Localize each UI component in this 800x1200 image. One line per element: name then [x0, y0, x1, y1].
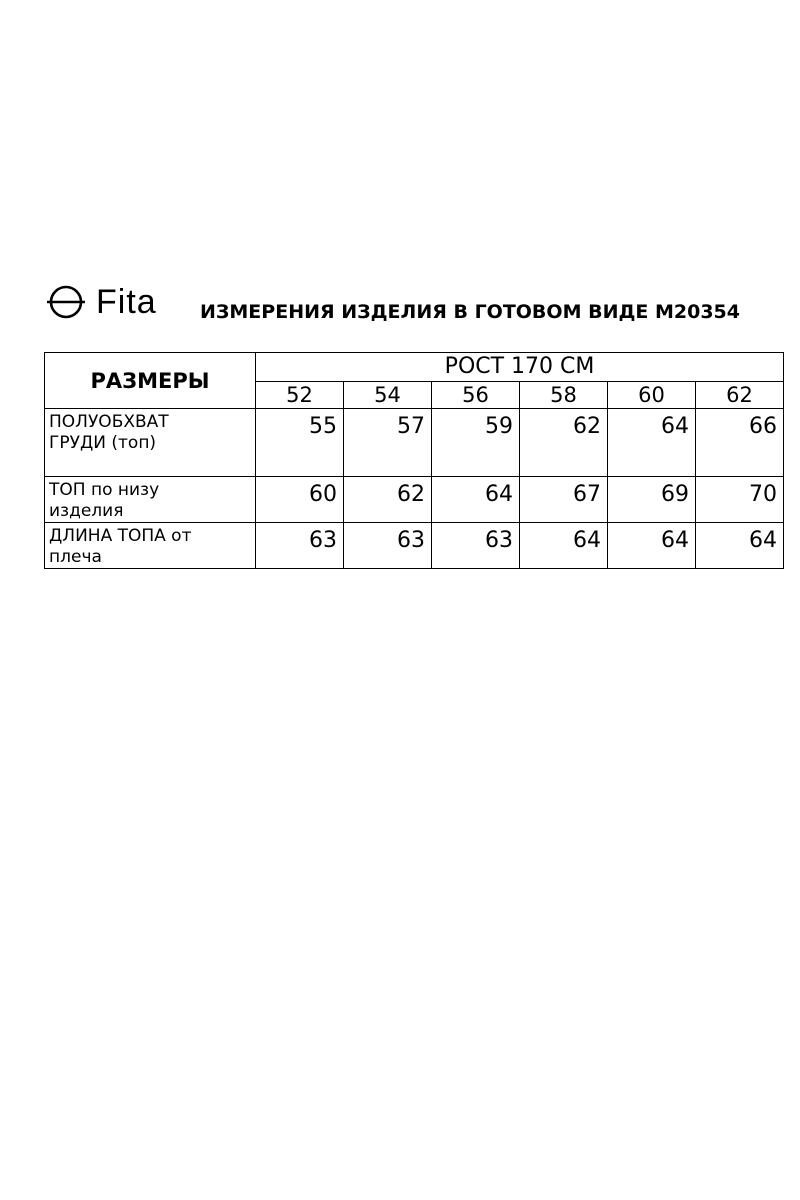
- size-column-header: 56: [432, 382, 520, 409]
- height-header: РОСТ 170 СМ: [256, 353, 784, 382]
- measurement-cell: 59: [432, 409, 520, 477]
- table-row: [45, 477, 784, 523]
- measurement-cell: 64: [608, 409, 696, 477]
- measurement-cell: 66: [696, 409, 784, 477]
- size-column-header: 60: [608, 382, 696, 409]
- measurement-cell: 69: [608, 477, 696, 523]
- measurement-cell: 63: [344, 523, 432, 569]
- measurement-cell: 70: [696, 477, 784, 523]
- row-label-line: изделия: [49, 501, 124, 521]
- row-label-line: ТОП по низу: [49, 480, 160, 500]
- table-row: [45, 523, 784, 569]
- document-title: ИЗМЕРЕНИЯ ИЗДЕЛИЯ В ГОТОВОМ ВИДЕ М20354: [200, 301, 740, 323]
- row-label-line: ДЛИНА ТОПА от: [49, 526, 192, 546]
- brand-name: Fita: [96, 283, 157, 321]
- size-measurements-table: [44, 352, 784, 569]
- measurement-cell: 63: [256, 523, 344, 569]
- size-column-header: 54: [344, 382, 432, 409]
- table-row: [45, 409, 784, 477]
- measurement-cell: 64: [432, 477, 520, 523]
- row-label: [45, 477, 256, 523]
- size-column-header: 52: [256, 382, 344, 409]
- size-column-header: 62: [696, 382, 784, 409]
- row-label-line: ПОЛУОБХВАТ: [49, 412, 169, 432]
- sizes-header: РАЗМЕРЫ: [45, 353, 256, 409]
- measurement-cell: 62: [520, 409, 608, 477]
- measurement-cell: 64: [608, 523, 696, 569]
- measurement-cell: 63: [432, 523, 520, 569]
- measurement-cell: 64: [520, 523, 608, 569]
- fita-logo-icon: [44, 280, 88, 324]
- row-label: [45, 409, 256, 477]
- row-label: [45, 523, 256, 569]
- measurement-cell: 57: [344, 409, 432, 477]
- size-column-header: 58: [520, 382, 608, 409]
- measurement-cell: 62: [344, 477, 432, 523]
- brand-logo: [44, 280, 157, 324]
- row-label-line: плеча: [49, 547, 102, 567]
- measurement-cell: 55: [256, 409, 344, 477]
- measurement-cell: 67: [520, 477, 608, 523]
- measurement-cell: 64: [696, 523, 784, 569]
- measurement-cell: 60: [256, 477, 344, 523]
- document-header: [44, 280, 774, 324]
- row-label-line: ГРУДИ (топ): [49, 433, 157, 453]
